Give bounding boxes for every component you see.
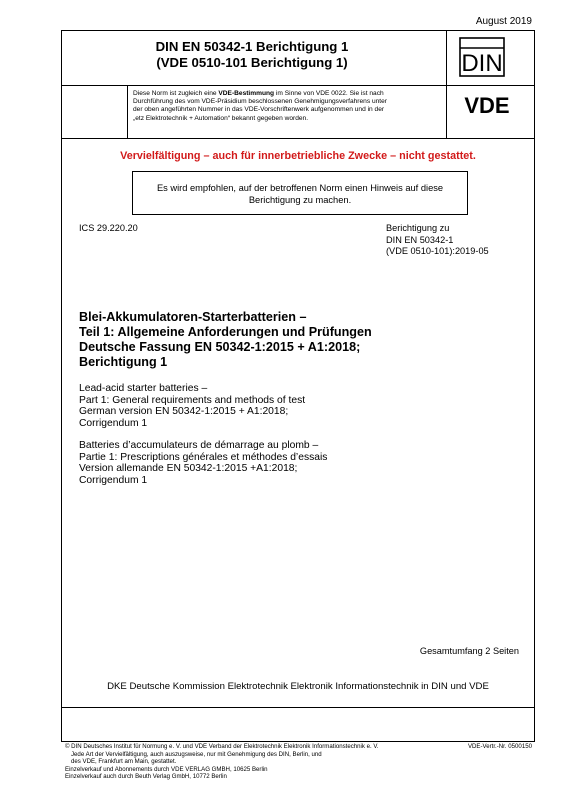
correction-hint-box: Es wird empfohlen, auf der betroffenen Norm einen Hinweis auf diese Berichtigung zu machen.	[132, 171, 468, 215]
divider	[62, 707, 534, 708]
standard-title: DIN EN 50342-1 Berichtigung 1 (VDE 0510-101 Berichtigung 1)	[155, 39, 349, 70]
correction-reference: Berichtigung zu DIN EN 50342-1 (VDE 0510-101):2019-05	[386, 223, 489, 256]
german-title: Blei-Akkumulatoren-Starterbatterien – Teil 1: Allgemeine Anforderungen und Prüfungen Deutsche Fassung EN 50342-1:2015 + A1:2018; Berichtigung 1	[79, 310, 372, 369]
svg-text:VDE: VDE	[464, 93, 510, 118]
copy-warning: Vervielfältigung – auch für innerbetriebliche Zwecke – nicht gestattet.	[120, 150, 476, 162]
publication-date: August 2019	[475, 16, 532, 27]
copyright-footer: © DIN Deutsches Institut für Normung e. V. und VDE Verband der Elektrotechnik Elektronik Informationstechnik e. V. Jede Art der Vervielfältigung, auch auszugsweise, nur mit Genehmigung des DIN, Berlin, und des VDE, Frankfurt am Main, gestattet. Einzelverkauf und Abonnements durch VDE VERLAG GMBH, 10625 Berlin Einzelverkauf auch durch Beuth Verlag GmbH, 10772 Berlin	[65, 743, 379, 780]
divider	[127, 85, 128, 138]
divider	[446, 31, 447, 85]
din-logo	[459, 37, 505, 77]
order-number: VDE-Vertr.-Nr. 0500150	[467, 743, 532, 750]
divider	[62, 138, 534, 139]
svg-text:DIN: DIN	[461, 50, 503, 77]
french-title: Batteries d’accumulateurs de démarrage au plomb – Partie 1: Prescriptions générales et méthodes d’essais Version allemande EN 50342-1:2015 +A1:2018; Corrigendum 1	[79, 440, 328, 487]
dke-committee: DKE Deutsche Kommission Elektrotechnik Elektronik Informationstechnik in DIN und VDE	[107, 681, 489, 692]
title-page-frame	[61, 30, 535, 742]
ics-code: ICS 29.220.20	[79, 223, 138, 233]
english-title: Lead-acid starter batteries – Part 1: General requirements and methods of test German version EN 50342-1:2015 + A1:2018; Corrigendum 1	[79, 383, 306, 430]
divider	[62, 85, 534, 86]
total-pages: Gesamtumfang 2 Seiten	[419, 646, 519, 656]
vde-notice: Diese Norm ist zugleich eine VDE-Bestimmung im Sinne von VDE 0022. Sie ist nach Durchführung des vom VDE-Präsidium beschlossenen Genehmigungsverfahrens unter der oben angeführten Nummer in das VDE-Vorschriftenwerk aufgenommen und in der „etz Elektrotechnik + Automation“ bekannt gegeben worden.	[133, 90, 387, 122]
vde-logo	[452, 91, 522, 119]
divider	[446, 85, 447, 138]
